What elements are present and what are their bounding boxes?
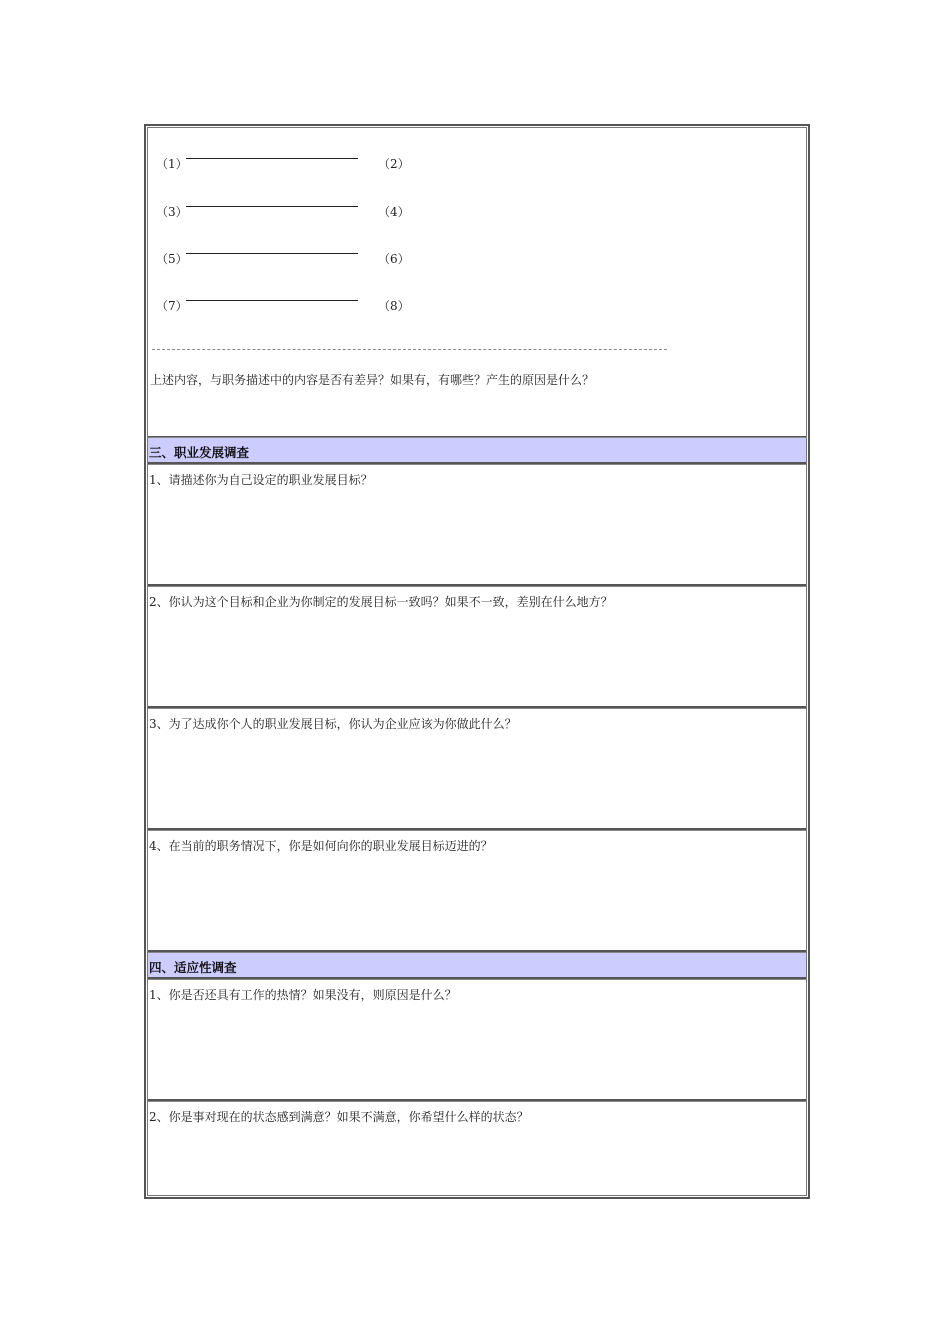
blank-label: （7）: [156, 299, 188, 313]
question-cell[interactable]: 4、在当前的职务情况下，你是如何向你的职业发展目标迈进的？: [148, 830, 806, 952]
dashed-divider: [152, 349, 667, 350]
question-cell[interactable]: 3、为了达成你个人的职业发展目标，你认为企业应该为你做此什么？: [148, 708, 806, 830]
question-cell[interactable]: 1、你是否还具有工作的热情？如果没有，则原因是什么？: [148, 979, 806, 1101]
blank-line-3[interactable]: [186, 206, 358, 207]
blank-label: （4）: [378, 205, 410, 219]
difference-question: 上述内容，与职务描述中的内容是否有差异？如果有，有哪些？产生的原因是什么？: [150, 373, 595, 387]
blank-label: （2）: [378, 157, 410, 171]
section-3-header: 三、职业发展调查: [148, 437, 806, 464]
blank-label: （6）: [378, 252, 410, 266]
section-4-header: 四、适应性调查: [148, 952, 806, 979]
question-cell[interactable]: 1、请描述你为自己设定的职业发展目标？: [148, 464, 806, 586]
blank-label: （1）: [156, 157, 188, 171]
blank-line-5[interactable]: [186, 253, 358, 254]
question-cell[interactable]: 2、你是事对现在的状态感到满意？如果不满意，你希望什么样的状态？: [148, 1101, 806, 1193]
blank-label: （5）: [156, 252, 188, 266]
blanks-section: [148, 128, 806, 438]
question-cell[interactable]: 2、你认为这个目标和企业为你制定的发展目标一致吗？如果不一致，差别在什么地方？: [148, 586, 806, 708]
blank-line-1[interactable]: [186, 158, 358, 159]
blank-label: （3）: [156, 205, 188, 219]
blank-label: （8）: [378, 299, 410, 313]
survey-form-table: [144, 124, 810, 1199]
blank-line-7[interactable]: [186, 300, 358, 301]
